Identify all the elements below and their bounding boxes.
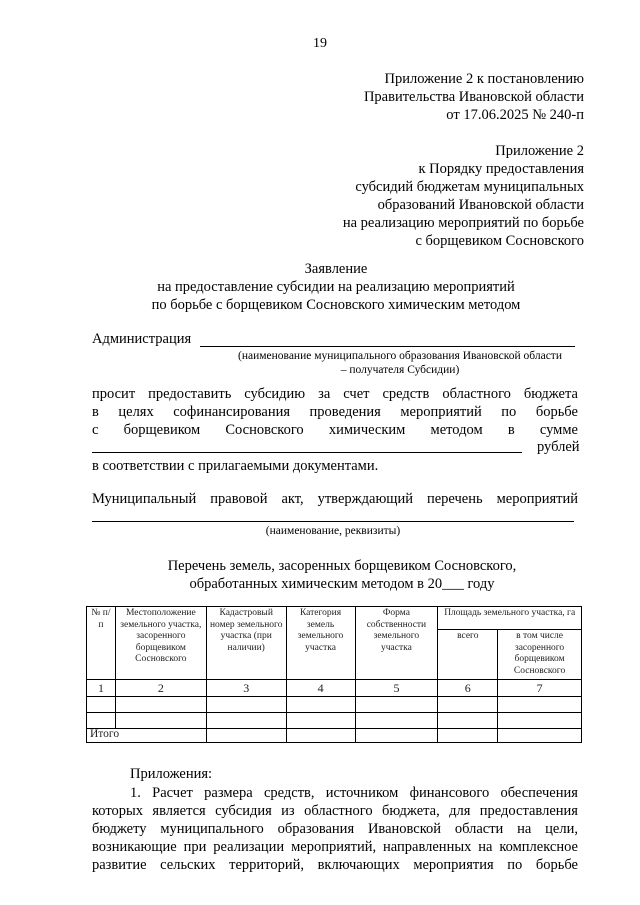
word: мероприятий, [291, 839, 377, 855]
word: области [454, 821, 504, 837]
table-cell[interactable] [355, 697, 438, 713]
word: цели, [545, 821, 578, 837]
administration-hint [200, 349, 600, 377]
header-area: Площадь земельного участка, га [438, 607, 582, 630]
request-line-5: в соответствии с прилагаемыми документами. [92, 458, 379, 474]
word: бюджета, [382, 803, 440, 819]
table-row [87, 713, 582, 729]
administration-name-field[interactable] [200, 346, 575, 347]
table-cell[interactable] [87, 697, 116, 713]
word: проведения [309, 404, 381, 420]
word: 1. [130, 785, 141, 801]
lands-table [86, 606, 582, 743]
request-line-2 [92, 403, 578, 421]
word: из [281, 803, 295, 819]
table-cell[interactable] [286, 729, 355, 743]
column-number: 3 [206, 680, 286, 697]
word: утверждающий [317, 491, 413, 507]
word: субсидия [215, 803, 272, 819]
header-line: на реализацию мероприятий по борьбе [342, 215, 584, 231]
word: мероприятия [413, 857, 494, 873]
table-cell[interactable] [498, 713, 582, 729]
column-number: 4 [286, 680, 355, 697]
attachment-line-2 [92, 802, 578, 820]
word: на [478, 839, 493, 855]
header-line: Приложение 2 к постановлению [384, 71, 584, 87]
word: методом [430, 422, 483, 438]
word: муниципального [160, 821, 264, 837]
attachment-line-3 [92, 820, 578, 838]
word: просит [92, 386, 136, 402]
table-cell[interactable] [206, 713, 286, 729]
word: образования [277, 821, 355, 837]
header-line: Приложение 2 [495, 143, 584, 159]
header-resolution-reference [364, 70, 584, 124]
word: средств [382, 386, 430, 402]
word: развитие [92, 857, 147, 873]
table-cell[interactable] [438, 713, 498, 729]
header-line: к Порядку предоставления [418, 161, 584, 177]
attachment-line-1 [130, 784, 578, 802]
word: субсидию [244, 386, 306, 402]
table-cell[interactable] [498, 729, 582, 743]
table-cell[interactable] [355, 729, 438, 743]
header-cadastral: Кадастровый номер земельного участка (при наличии) [206, 607, 286, 680]
header-line: субсидий бюджетам муниципальных [355, 179, 584, 195]
word: включающих [317, 857, 400, 873]
word: размера [204, 785, 253, 801]
header-area-total: всего [438, 630, 498, 680]
word: предоставить [148, 386, 232, 402]
table-total-row [87, 729, 582, 743]
word: областного [304, 803, 373, 819]
total-label: Итого [87, 729, 207, 743]
page-number: 19 [313, 36, 327, 51]
attachment-line-4 [92, 838, 578, 856]
attachment-line-5 [92, 856, 578, 874]
table-cell[interactable] [87, 713, 116, 729]
word: при [183, 839, 207, 855]
header-category: Категория земель земельного участка [286, 607, 355, 680]
word: реализации [213, 839, 285, 855]
table-cell[interactable] [286, 713, 355, 729]
title-line: Заявление [304, 261, 368, 277]
word: источником [325, 785, 399, 801]
request-line-1 [92, 385, 578, 403]
table-cell[interactable] [498, 697, 582, 713]
word: химическим [328, 422, 406, 438]
request-line-3 [92, 421, 578, 439]
word: финансового [409, 785, 490, 801]
word: мероприятий [496, 491, 578, 507]
word: акт, [281, 491, 304, 507]
word: перечень [426, 491, 483, 507]
subsidy-amount-field[interactable] [92, 452, 522, 453]
word: счет [343, 386, 370, 402]
word: средств, [263, 785, 315, 801]
column-number: 7 [498, 680, 582, 697]
list-title [92, 557, 592, 593]
hint-line: – получателя Субсидии) [340, 364, 460, 376]
word: для [449, 803, 471, 819]
header-num: № п/п [87, 607, 116, 680]
word: за [318, 386, 331, 402]
header-appendix-reference [343, 142, 584, 250]
word: бюджета [523, 386, 578, 402]
column-number: 6 [438, 680, 498, 697]
table-cell[interactable] [115, 713, 206, 729]
word: правовой [210, 491, 268, 507]
table-cell[interactable] [438, 729, 498, 743]
word: софинансирования [173, 404, 291, 420]
word: борьбе [535, 857, 578, 873]
header-line: от 17.06.2025 № 240-п [446, 107, 584, 123]
hint-line: (наименование муниципального образования Ивановской области [238, 350, 562, 362]
word: которых [92, 803, 144, 819]
word: комплексное [499, 839, 578, 855]
word: целях [118, 404, 154, 420]
header-area-infested: в том числе засоренного борщевиком Сосновского [498, 630, 582, 680]
administration-label: Администрация [92, 331, 192, 347]
rubles-label: рублей [537, 439, 580, 455]
legal-act-label [92, 490, 578, 508]
legal-act-hint: (наименование, реквизиты) [265, 525, 401, 537]
word: в [507, 422, 515, 438]
table-header-row [87, 607, 582, 630]
list-title-line: обработанных химическим методом в 20___ году [189, 576, 495, 592]
header-line: образований Ивановской области [377, 197, 584, 213]
column-number: 2 [115, 680, 206, 697]
table-cell[interactable] [438, 697, 498, 713]
word: борщевиком [123, 422, 201, 438]
word: территорий, [229, 857, 304, 873]
word: является [152, 803, 206, 819]
word: борьбе [535, 404, 578, 420]
word: по [501, 404, 517, 420]
title-line: на предоставление субсидии на реализацию мероприятий [157, 279, 515, 295]
column-number: 1 [87, 680, 116, 697]
word: сумме [539, 422, 578, 438]
word: Муниципальный [92, 491, 197, 507]
word: Ивановской [367, 821, 442, 837]
table-cell[interactable] [206, 697, 286, 713]
header-ownership: Форма собственности земельного участка [355, 607, 438, 680]
word: сельских [160, 857, 216, 873]
word: областного [442, 386, 511, 402]
document-title [0, 260, 640, 314]
column-number: 5 [355, 680, 438, 697]
word: на [517, 821, 532, 837]
word: обеспечения [500, 785, 578, 801]
table-cell[interactable] [355, 713, 438, 729]
table-cell[interactable] [286, 697, 355, 713]
header-line: Правительства Ивановской области [363, 89, 584, 105]
table-row [87, 697, 582, 713]
word: по [507, 857, 523, 873]
word: мероприятий [400, 404, 482, 420]
word: направленных [383, 839, 472, 855]
attachments-heading: Приложения: [130, 766, 213, 782]
word: в [92, 404, 99, 420]
word: бюджету [92, 821, 147, 837]
word: Сосновского [225, 422, 304, 438]
legal-act-field[interactable] [92, 521, 574, 522]
table-cell[interactable] [115, 697, 206, 713]
list-title-line: Перечень земель, засоренных борщевиком Сосновского, [167, 558, 517, 574]
header-location: Местоположение земельного участка, засоренного борщевиком Сосновского [115, 607, 206, 680]
table-cell[interactable] [206, 729, 286, 743]
word: возникающие [92, 839, 177, 855]
header-line: с борщевиком Сосновского [415, 233, 584, 249]
word: предоставления [479, 803, 578, 819]
word: с [92, 422, 99, 438]
word: Расчет [152, 785, 193, 801]
title-line: по борьбе с борщевиком Сосновского химическим методом [151, 297, 521, 313]
table-column-numbers-row [87, 680, 582, 697]
